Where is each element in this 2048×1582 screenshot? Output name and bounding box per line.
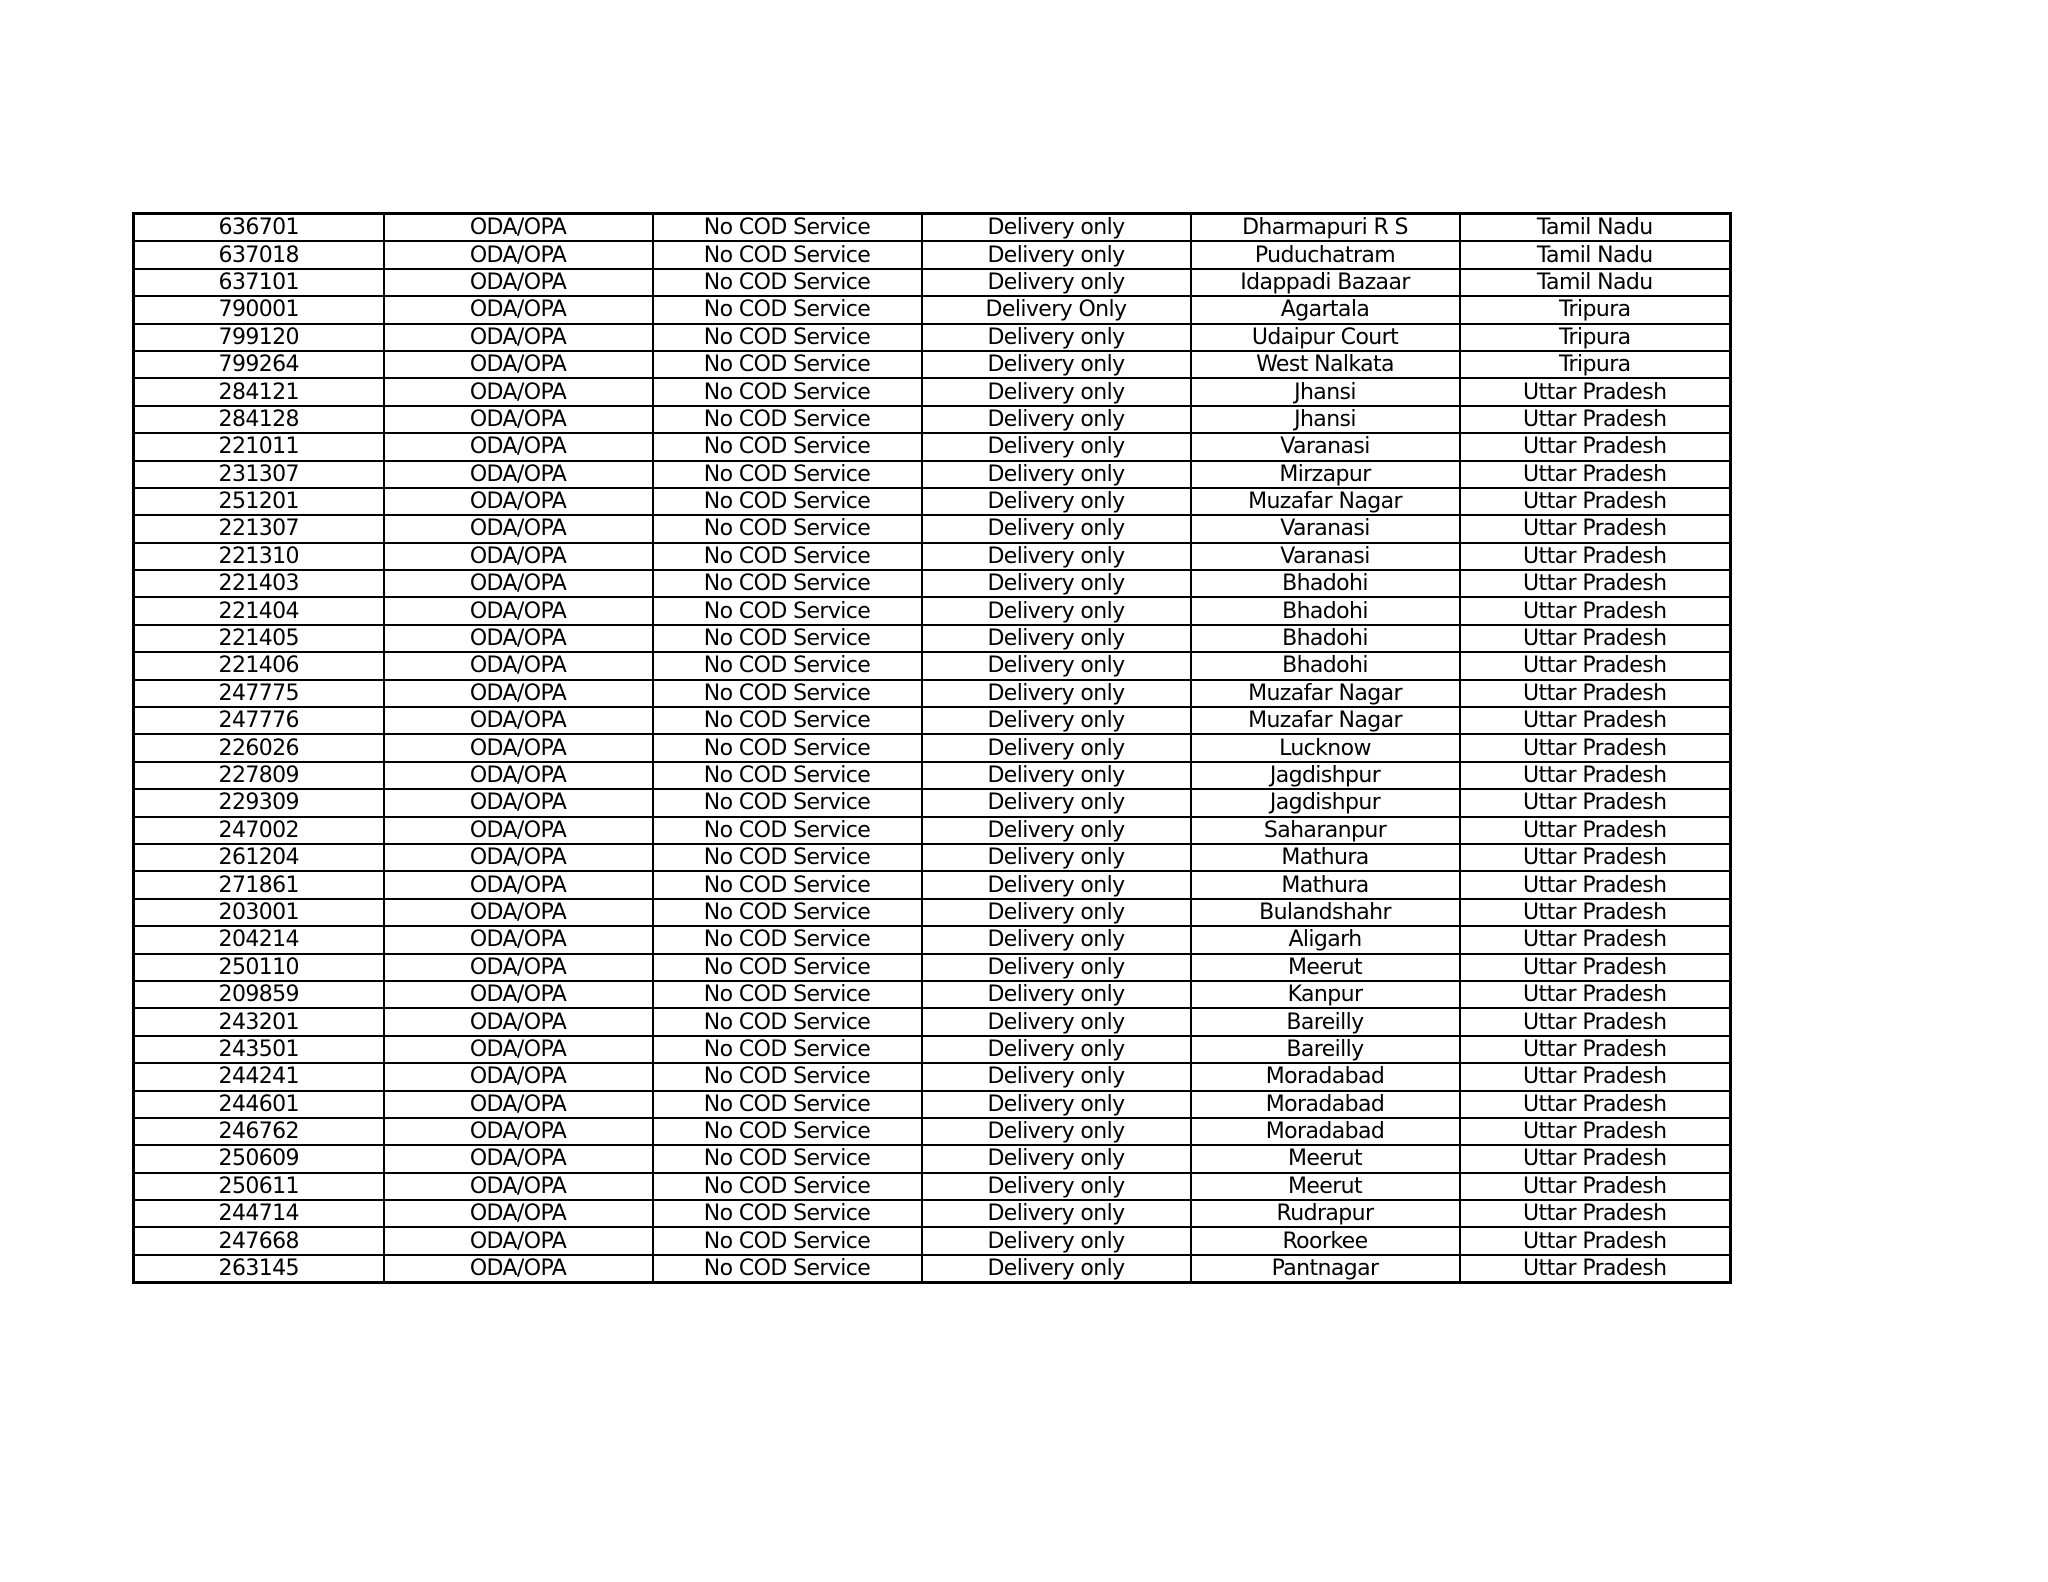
cod-status-cell: No COD Service: [653, 1036, 922, 1063]
oda-type-cell: ODA/OPA: [384, 570, 653, 597]
pincode-cell: 251201: [134, 488, 384, 515]
table-row: [134, 296, 1731, 323]
oda-type-cell: ODA/OPA: [384, 324, 653, 351]
city-cell: Udaipur Court: [1191, 324, 1460, 351]
service-type-cell: Delivery only: [922, 351, 1191, 378]
city-cell: Puduchatram: [1191, 241, 1460, 268]
table-row: [134, 597, 1731, 624]
table-row: [134, 789, 1731, 816]
oda-type-cell: ODA/OPA: [384, 789, 653, 816]
oda-type-cell: ODA/OPA: [384, 707, 653, 734]
service-type-cell: Delivery Only: [922, 296, 1191, 323]
oda-type-cell: ODA/OPA: [384, 981, 653, 1008]
city-cell: Aligarh: [1191, 926, 1460, 953]
table-row: [134, 324, 1731, 351]
pincode-cell: 244601: [134, 1091, 384, 1118]
cod-status-cell: No COD Service: [653, 734, 922, 761]
city-cell: Moradabad: [1191, 1091, 1460, 1118]
service-type-cell: Delivery only: [922, 378, 1191, 405]
table-row: [134, 844, 1731, 871]
cod-status-cell: No COD Service: [653, 1008, 922, 1035]
oda-type-cell: ODA/OPA: [384, 543, 653, 570]
service-type-cell: Delivery only: [922, 543, 1191, 570]
city-cell: Mathura: [1191, 844, 1460, 871]
pincode-cell: 244714: [134, 1200, 384, 1227]
city-cell: Bhadohi: [1191, 652, 1460, 679]
oda-type-cell: ODA/OPA: [384, 1145, 653, 1172]
oda-type-cell: ODA/OPA: [384, 817, 653, 844]
oda-type-cell: ODA/OPA: [384, 433, 653, 460]
pincode-cell: 799120: [134, 324, 384, 351]
oda-type-cell: ODA/OPA: [384, 680, 653, 707]
cod-status-cell: No COD Service: [653, 1255, 922, 1283]
pincode-cell: 229309: [134, 789, 384, 816]
pincode-cell: 250110: [134, 954, 384, 981]
pincode-cell: 246762: [134, 1118, 384, 1145]
oda-type-cell: ODA/OPA: [384, 214, 653, 242]
service-type-cell: Delivery only: [922, 652, 1191, 679]
city-cell: Varanasi: [1191, 515, 1460, 542]
state-cell: Tamil Nadu: [1460, 241, 1731, 268]
service-type-cell: Delivery only: [922, 844, 1191, 871]
cod-status-cell: No COD Service: [653, 789, 922, 816]
table-row: [134, 378, 1731, 405]
oda-type-cell: ODA/OPA: [384, 241, 653, 268]
oda-type-cell: ODA/OPA: [384, 406, 653, 433]
city-cell: Mathura: [1191, 871, 1460, 898]
table-row: [134, 1091, 1731, 1118]
service-type-cell: Delivery only: [922, 1227, 1191, 1254]
city-cell: West Nalkata: [1191, 351, 1460, 378]
cod-status-cell: No COD Service: [653, 1145, 922, 1172]
city-cell: Bhadohi: [1191, 570, 1460, 597]
city-cell: Idappadi Bazaar: [1191, 269, 1460, 296]
city-cell: Mirzapur: [1191, 461, 1460, 488]
pincode-cell: 271861: [134, 871, 384, 898]
oda-type-cell: ODA/OPA: [384, 1173, 653, 1200]
service-type-cell: Delivery only: [922, 1091, 1191, 1118]
table-row: [134, 899, 1731, 926]
city-cell: Meerut: [1191, 1173, 1460, 1200]
state-cell: Uttar Pradesh: [1460, 981, 1731, 1008]
pincode-service-table: [132, 212, 1732, 1284]
oda-type-cell: ODA/OPA: [384, 1036, 653, 1063]
table-row: [134, 515, 1731, 542]
state-cell: Uttar Pradesh: [1460, 680, 1731, 707]
cod-status-cell: No COD Service: [653, 515, 922, 542]
service-type-cell: Delivery only: [922, 871, 1191, 898]
oda-type-cell: ODA/OPA: [384, 378, 653, 405]
service-type-cell: Delivery only: [922, 406, 1191, 433]
state-cell: Uttar Pradesh: [1460, 543, 1731, 570]
city-cell: Varanasi: [1191, 543, 1460, 570]
cod-status-cell: No COD Service: [653, 954, 922, 981]
service-type-cell: Delivery only: [922, 789, 1191, 816]
service-type-cell: Delivery only: [922, 597, 1191, 624]
state-cell: Uttar Pradesh: [1460, 406, 1731, 433]
state-cell: Uttar Pradesh: [1460, 515, 1731, 542]
service-type-cell: Delivery only: [922, 625, 1191, 652]
service-type-cell: Delivery only: [922, 515, 1191, 542]
pincode-cell: 261204: [134, 844, 384, 871]
table-row: [134, 1063, 1731, 1090]
table-row: [134, 570, 1731, 597]
pincode-cell: 203001: [134, 899, 384, 926]
pincode-cell: 227809: [134, 762, 384, 789]
state-cell: Uttar Pradesh: [1460, 1063, 1731, 1090]
pincode-cell: 799264: [134, 351, 384, 378]
cod-status-cell: No COD Service: [653, 817, 922, 844]
pincode-cell: 221307: [134, 515, 384, 542]
state-cell: Uttar Pradesh: [1460, 488, 1731, 515]
pincode-cell: 247775: [134, 680, 384, 707]
oda-type-cell: ODA/OPA: [384, 734, 653, 761]
pincode-cell: 221403: [134, 570, 384, 597]
cod-status-cell: No COD Service: [653, 296, 922, 323]
cod-status-cell: No COD Service: [653, 844, 922, 871]
city-cell: Moradabad: [1191, 1063, 1460, 1090]
cod-status-cell: No COD Service: [653, 1200, 922, 1227]
service-type-cell: Delivery only: [922, 324, 1191, 351]
state-cell: Uttar Pradesh: [1460, 1200, 1731, 1227]
state-cell: Uttar Pradesh: [1460, 1255, 1731, 1283]
service-type-cell: Delivery only: [922, 954, 1191, 981]
table-row: [134, 543, 1731, 570]
pincode-cell: 221310: [134, 543, 384, 570]
service-type-cell: Delivery only: [922, 1118, 1191, 1145]
state-cell: Uttar Pradesh: [1460, 899, 1731, 926]
pincode-cell: 284128: [134, 406, 384, 433]
cod-status-cell: No COD Service: [653, 269, 922, 296]
table-row: [134, 214, 1731, 242]
cod-status-cell: No COD Service: [653, 981, 922, 1008]
city-cell: Varanasi: [1191, 433, 1460, 460]
oda-type-cell: ODA/OPA: [384, 762, 653, 789]
table-row: [134, 1036, 1731, 1063]
cod-status-cell: No COD Service: [653, 378, 922, 405]
city-cell: Muzafar Nagar: [1191, 707, 1460, 734]
table-row: [134, 871, 1731, 898]
pincode-cell: 790001: [134, 296, 384, 323]
oda-type-cell: ODA/OPA: [384, 871, 653, 898]
cod-status-cell: No COD Service: [653, 324, 922, 351]
state-cell: Uttar Pradesh: [1460, 954, 1731, 981]
table-row: [134, 1008, 1731, 1035]
table-row: [134, 1227, 1731, 1254]
state-cell: Uttar Pradesh: [1460, 1008, 1731, 1035]
table-row: [134, 1145, 1731, 1172]
oda-type-cell: ODA/OPA: [384, 488, 653, 515]
state-cell: Uttar Pradesh: [1460, 625, 1731, 652]
pincode-cell: 637018: [134, 241, 384, 268]
oda-type-cell: ODA/OPA: [384, 954, 653, 981]
cod-status-cell: No COD Service: [653, 214, 922, 242]
cod-status-cell: No COD Service: [653, 241, 922, 268]
service-type-cell: Delivery only: [922, 734, 1191, 761]
city-cell: Meerut: [1191, 1145, 1460, 1172]
table-row: [134, 707, 1731, 734]
cod-status-cell: No COD Service: [653, 1091, 922, 1118]
cod-status-cell: No COD Service: [653, 461, 922, 488]
oda-type-cell: ODA/OPA: [384, 899, 653, 926]
table-row: [134, 625, 1731, 652]
service-type-cell: Delivery only: [922, 1255, 1191, 1283]
state-cell: Tripura: [1460, 351, 1731, 378]
state-cell: Uttar Pradesh: [1460, 844, 1731, 871]
state-cell: Tamil Nadu: [1460, 269, 1731, 296]
city-cell: Muzafar Nagar: [1191, 680, 1460, 707]
service-type-cell: Delivery only: [922, 570, 1191, 597]
oda-type-cell: ODA/OPA: [384, 1008, 653, 1035]
service-type-cell: Delivery only: [922, 926, 1191, 953]
table-row: [134, 817, 1731, 844]
pincode-cell: 250609: [134, 1145, 384, 1172]
pincode-cell: 244241: [134, 1063, 384, 1090]
state-cell: Uttar Pradesh: [1460, 433, 1731, 460]
service-type-cell: Delivery only: [922, 981, 1191, 1008]
table-row: [134, 1173, 1731, 1200]
table-row: [134, 351, 1731, 378]
service-type-cell: Delivery only: [922, 433, 1191, 460]
state-cell: Uttar Pradesh: [1460, 817, 1731, 844]
state-cell: Tripura: [1460, 324, 1731, 351]
city-cell: Rudrapur: [1191, 1200, 1460, 1227]
cod-status-cell: No COD Service: [653, 1063, 922, 1090]
state-cell: Uttar Pradesh: [1460, 871, 1731, 898]
table-row: [134, 241, 1731, 268]
oda-type-cell: ODA/OPA: [384, 1063, 653, 1090]
cod-status-cell: No COD Service: [653, 1118, 922, 1145]
oda-type-cell: ODA/OPA: [384, 926, 653, 953]
service-type-cell: Delivery only: [922, 1008, 1191, 1035]
cod-status-cell: No COD Service: [653, 926, 922, 953]
cod-status-cell: No COD Service: [653, 543, 922, 570]
pincode-cell: 247776: [134, 707, 384, 734]
table-row: [134, 954, 1731, 981]
city-cell: Jhansi: [1191, 378, 1460, 405]
service-type-cell: Delivery only: [922, 817, 1191, 844]
oda-type-cell: ODA/OPA: [384, 652, 653, 679]
state-cell: Uttar Pradesh: [1460, 1036, 1731, 1063]
cod-status-cell: No COD Service: [653, 488, 922, 515]
service-type-cell: Delivery only: [922, 488, 1191, 515]
oda-type-cell: ODA/OPA: [384, 515, 653, 542]
city-cell: Bhadohi: [1191, 625, 1460, 652]
service-type-cell: Delivery only: [922, 1200, 1191, 1227]
pincode-cell: 250611: [134, 1173, 384, 1200]
service-type-cell: Delivery only: [922, 707, 1191, 734]
table-row: [134, 652, 1731, 679]
oda-type-cell: ODA/OPA: [384, 269, 653, 296]
state-cell: Uttar Pradesh: [1460, 707, 1731, 734]
pincode-cell: 221404: [134, 597, 384, 624]
state-cell: Uttar Pradesh: [1460, 1173, 1731, 1200]
oda-type-cell: ODA/OPA: [384, 351, 653, 378]
oda-type-cell: ODA/OPA: [384, 296, 653, 323]
state-cell: Uttar Pradesh: [1460, 1227, 1731, 1254]
city-cell: Roorkee: [1191, 1227, 1460, 1254]
city-cell: Bhadohi: [1191, 597, 1460, 624]
city-cell: Saharanpur: [1191, 817, 1460, 844]
cod-status-cell: No COD Service: [653, 570, 922, 597]
pincode-cell: 263145: [134, 1255, 384, 1283]
pincode-cell: 636701: [134, 214, 384, 242]
state-cell: Uttar Pradesh: [1460, 597, 1731, 624]
cod-status-cell: No COD Service: [653, 1173, 922, 1200]
table-row: [134, 269, 1731, 296]
cod-status-cell: No COD Service: [653, 433, 922, 460]
city-cell: Bulandshahr: [1191, 899, 1460, 926]
cod-status-cell: No COD Service: [653, 871, 922, 898]
pincode-cell: 221406: [134, 652, 384, 679]
state-cell: Uttar Pradesh: [1460, 762, 1731, 789]
table-row: [134, 734, 1731, 761]
city-cell: Bareilly: [1191, 1036, 1460, 1063]
pincode-cell: 209859: [134, 981, 384, 1008]
city-cell: Bareilly: [1191, 1008, 1460, 1035]
pincode-cell: 226026: [134, 734, 384, 761]
cod-status-cell: No COD Service: [653, 707, 922, 734]
table-row: [134, 762, 1731, 789]
service-type-cell: Delivery only: [922, 241, 1191, 268]
table-row: [134, 433, 1731, 460]
city-cell: Muzafar Nagar: [1191, 488, 1460, 515]
pincode-cell: 204214: [134, 926, 384, 953]
pincode-cell: 243201: [134, 1008, 384, 1035]
cod-status-cell: No COD Service: [653, 762, 922, 789]
oda-type-cell: ODA/OPA: [384, 1200, 653, 1227]
table-row: [134, 406, 1731, 433]
city-cell: Dharmapuri R S: [1191, 214, 1460, 242]
city-cell: Kanpur: [1191, 981, 1460, 1008]
city-cell: Lucknow: [1191, 734, 1460, 761]
table-row: [134, 1118, 1731, 1145]
state-cell: Uttar Pradesh: [1460, 926, 1731, 953]
service-type-cell: Delivery only: [922, 1173, 1191, 1200]
state-cell: Uttar Pradesh: [1460, 378, 1731, 405]
pincode-cell: 247002: [134, 817, 384, 844]
city-cell: Jhansi: [1191, 406, 1460, 433]
service-type-cell: Delivery only: [922, 461, 1191, 488]
service-type-cell: Delivery only: [922, 762, 1191, 789]
city-cell: Agartala: [1191, 296, 1460, 323]
table-row: [134, 488, 1731, 515]
oda-type-cell: ODA/OPA: [384, 461, 653, 488]
state-cell: Tamil Nadu: [1460, 214, 1731, 242]
table-row: [134, 461, 1731, 488]
service-type-cell: Delivery only: [922, 1036, 1191, 1063]
state-cell: Uttar Pradesh: [1460, 461, 1731, 488]
table-row: [134, 680, 1731, 707]
service-type-cell: Delivery only: [922, 680, 1191, 707]
city-cell: Moradabad: [1191, 1118, 1460, 1145]
cod-status-cell: No COD Service: [653, 899, 922, 926]
city-cell: Jagdishpur: [1191, 762, 1460, 789]
service-type-cell: Delivery only: [922, 1063, 1191, 1090]
state-cell: Uttar Pradesh: [1460, 652, 1731, 679]
cod-status-cell: No COD Service: [653, 351, 922, 378]
state-cell: Uttar Pradesh: [1460, 570, 1731, 597]
oda-type-cell: ODA/OPA: [384, 1227, 653, 1254]
pincode-cell: 247668: [134, 1227, 384, 1254]
oda-type-cell: ODA/OPA: [384, 844, 653, 871]
state-cell: Uttar Pradesh: [1460, 789, 1731, 816]
cod-status-cell: No COD Service: [653, 680, 922, 707]
pincode-cell: 243501: [134, 1036, 384, 1063]
service-type-cell: Delivery only: [922, 214, 1191, 242]
oda-type-cell: ODA/OPA: [384, 625, 653, 652]
pincode-cell: 221405: [134, 625, 384, 652]
cod-status-cell: No COD Service: [653, 597, 922, 624]
oda-type-cell: ODA/OPA: [384, 1091, 653, 1118]
table-body: [134, 214, 1731, 1283]
table-row: [134, 981, 1731, 1008]
state-cell: Uttar Pradesh: [1460, 1118, 1731, 1145]
city-cell: Jagdishpur: [1191, 789, 1460, 816]
state-cell: Tripura: [1460, 296, 1731, 323]
city-cell: Meerut: [1191, 954, 1460, 981]
oda-type-cell: ODA/OPA: [384, 597, 653, 624]
table-row: [134, 1200, 1731, 1227]
city-cell: Pantnagar: [1191, 1255, 1460, 1283]
state-cell: Uttar Pradesh: [1460, 734, 1731, 761]
service-type-cell: Delivery only: [922, 899, 1191, 926]
cod-status-cell: No COD Service: [653, 625, 922, 652]
table-row: [134, 926, 1731, 953]
service-type-cell: Delivery only: [922, 269, 1191, 296]
oda-type-cell: ODA/OPA: [384, 1118, 653, 1145]
state-cell: Uttar Pradesh: [1460, 1091, 1731, 1118]
cod-status-cell: No COD Service: [653, 406, 922, 433]
state-cell: Uttar Pradesh: [1460, 1145, 1731, 1172]
pincode-cell: 284121: [134, 378, 384, 405]
oda-type-cell: ODA/OPA: [384, 1255, 653, 1283]
table-row: [134, 1255, 1731, 1283]
pincode-cell: 231307: [134, 461, 384, 488]
pincode-cell: 221011: [134, 433, 384, 460]
cod-status-cell: No COD Service: [653, 652, 922, 679]
service-type-cell: Delivery only: [922, 1145, 1191, 1172]
pincode-cell: 637101: [134, 269, 384, 296]
cod-status-cell: No COD Service: [653, 1227, 922, 1254]
